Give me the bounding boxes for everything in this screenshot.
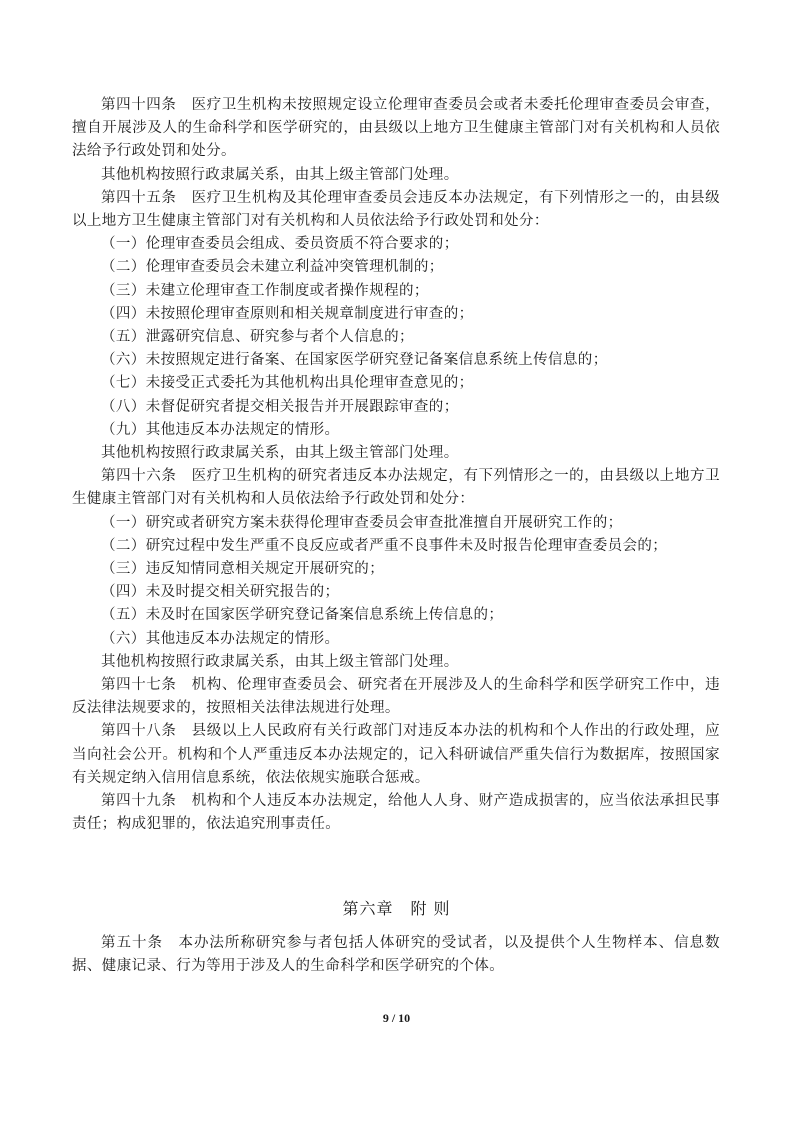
list-item: （四）未按照伦理审查原则和相关规章制度进行审查的； bbox=[101, 305, 474, 322]
list-item: （六）未按照规定进行备案、在国家医学研究登记备案信息系统上传信息的； bbox=[101, 352, 608, 369]
list-item: （二）伦理审查委员会未建立利益冲突管理机制的； bbox=[101, 259, 444, 276]
list-item: （一）伦理审查委员会组成、委员资质不符合要求的； bbox=[101, 236, 459, 253]
list-item: （八）未督促研究者提交相关报告并开展跟踪审查的； bbox=[101, 398, 459, 415]
list-item: （七）未接受正式委托为其他机构出具伦理审查意见的； bbox=[101, 375, 474, 392]
list-item: （一）研究或者研究方案未获得伦理审查委员会审查批准擅自开展研究工作的； bbox=[101, 514, 623, 531]
list-item: （五）未及时在国家医学研究登记备案信息系统上传信息的； bbox=[101, 607, 504, 624]
body-text bbox=[72, 94, 720, 837]
list-item: （五）泄露研究信息、研究参与者个人信息的； bbox=[101, 329, 414, 346]
list-item: （二）研究过程中发生严重不良反应或者严重不良事件未及时报告伦理审查委员会的； bbox=[101, 537, 668, 554]
article-45: 第四十五条 医疗卫生机构及其伦理审查委员会违反本办法规定，有下列情形之一的，由县级以上地方卫生健康主管部门对有关机构和人员依法给予行政处罚和处分： bbox=[72, 189, 720, 230]
list-item: （九）其他违反本办法规定的情形。 bbox=[101, 421, 340, 438]
chapter-body bbox=[72, 932, 720, 978]
chapter-heading: 第六章 附 则 bbox=[342, 899, 451, 918]
article-49: 第四十九条 机构和个人违反本办法规定，给他人人身、财产造成损害的，应当依法承担民事责任；构成犯罪的，依法追究刑事责任。 bbox=[72, 793, 720, 833]
list-item: （四）未及时提交相关研究报告的； bbox=[101, 584, 340, 601]
article-46: 第四十六条 医疗卫生机构的研究者违反本办法规定，有下列情形之一的，由县级以上地方卫生健康主管部门对有关机构和人员依法给予行政处罚和处分： bbox=[72, 468, 720, 508]
article-47: 第四十七条 机构、伦理审查委员会、研究者在开展涉及人的生命科学和医学研究工作中，违反法律法规要求的，按照相关法律法规进行处理。 bbox=[72, 677, 720, 717]
article-46-note: 其他机构按照行政隶属关系，由其上级主管部门处理。 bbox=[101, 653, 459, 670]
page-number: 9 / 10 bbox=[382, 1011, 411, 1025]
list-item: （三）未建立伦理审查工作制度或者操作规程的； bbox=[101, 282, 429, 299]
article-48: 第四十八条 县级以上人民政府有关行政部门对违反本办法的机构和个人作出的行政处理，应当向社会公开。机构和个人严重违反本办法规定的，记入科研诚信严重失信行为数据库，按照国家有关规定纳入信用信息系统，依法依规实施联合惩戒。 bbox=[72, 723, 720, 786]
article-44: 第四十四条 医疗卫生机构未按照规定设立伦理审查委员会或者未委托伦理审查委员会审查，擅自开展涉及人的生命科学和医学研究的，由县级以上地方卫生健康主管部门对有关机构和人员依法给予行政处罚和处分。 bbox=[72, 97, 720, 160]
article-45-note: 其他机构按照行政隶属关系，由其上级主管部门处理。 bbox=[101, 445, 459, 462]
article-50: 第五十条 本办法所称研究参与者包括人体研究的受试者，以及提供个人生物样本、信息数据、健康记录、行为等用于涉及人的生命科学和医学研究的个体。 bbox=[72, 935, 720, 975]
list-item: （六）其他违反本办法规定的情形。 bbox=[101, 630, 340, 647]
article-44-note: 其他机构按照行政隶属关系，由其上级主管部门处理。 bbox=[101, 166, 459, 183]
list-item: （三）违反知情同意相关规定开展研究的； bbox=[101, 561, 385, 578]
